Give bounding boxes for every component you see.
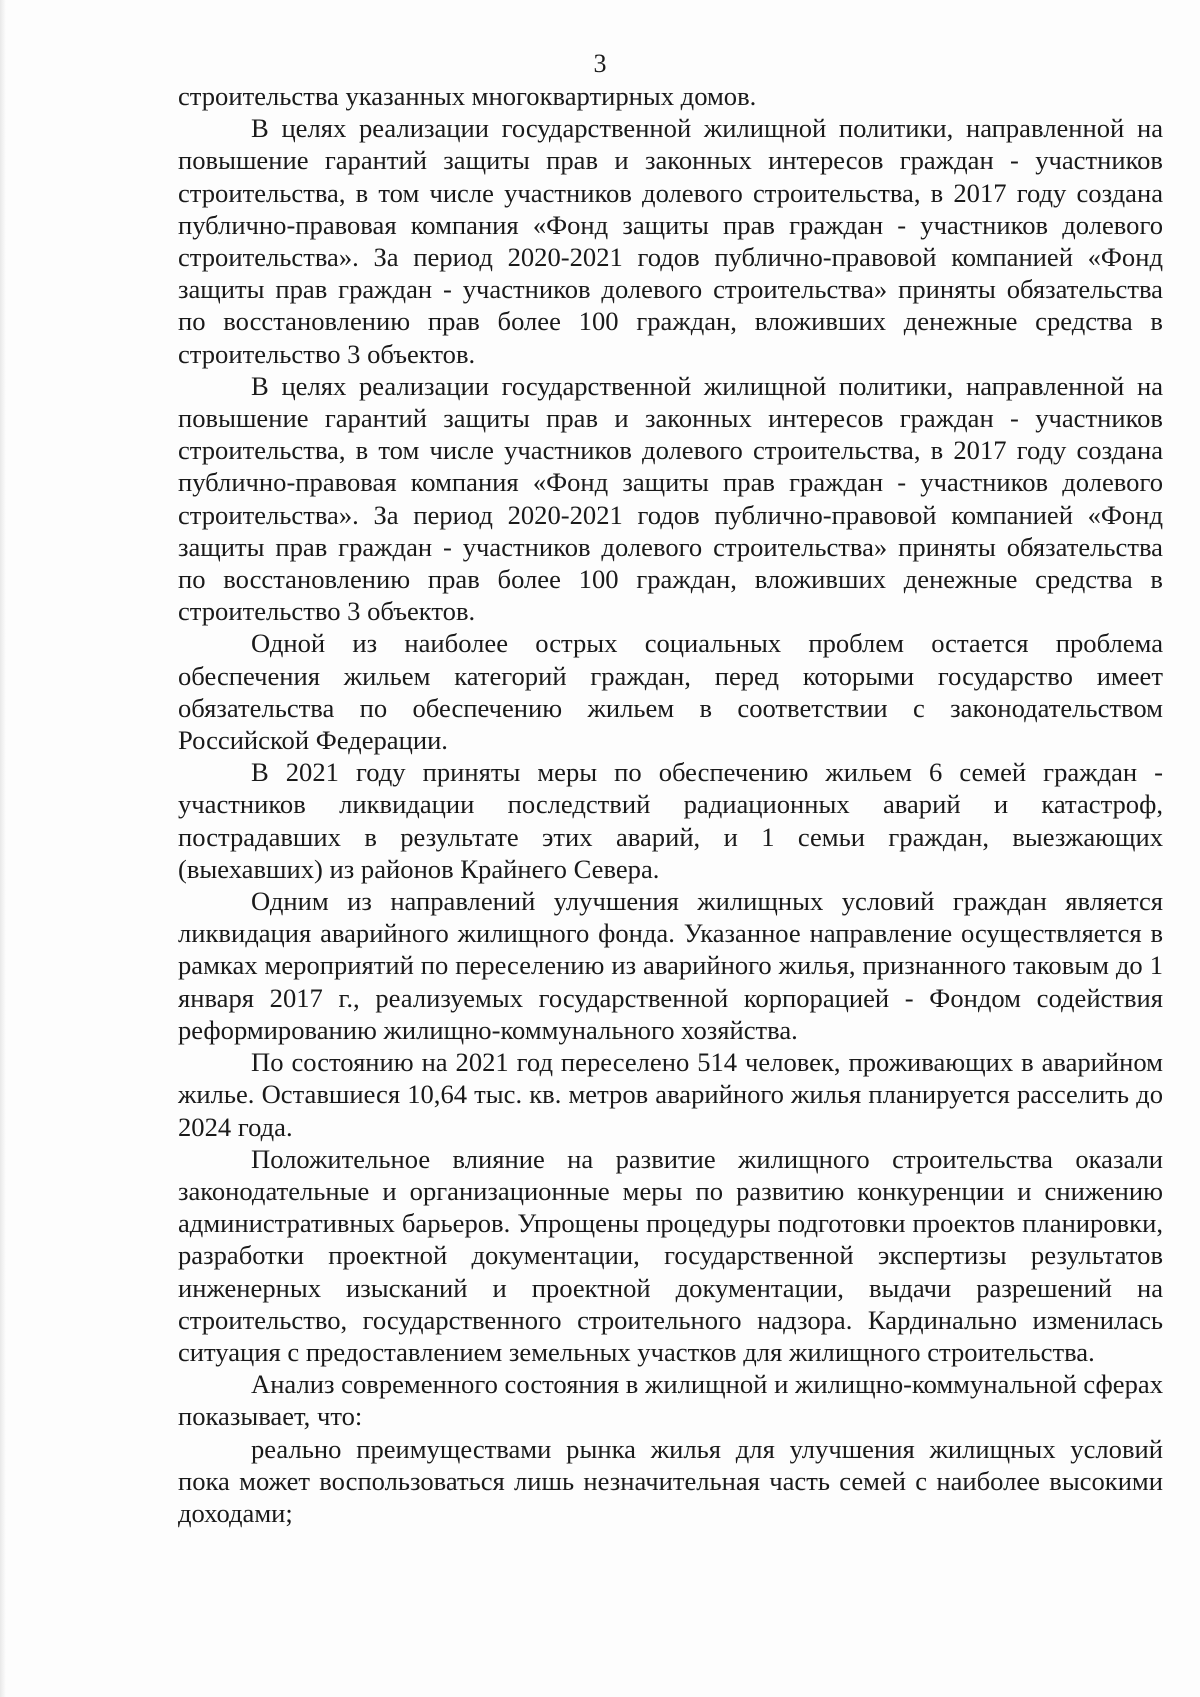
page-number: 3 (593, 49, 607, 78)
paragraph-continuation: строительства указанных многоквартирных домов. (178, 81, 757, 111)
document-body (178, 80, 1163, 1529)
paragraph-analysis: Анализ современного состояния в жилищной и жилищно-коммунальной сферах показывает, что: (178, 1369, 1163, 1432)
paragraph-positive-influence: Положительное влияние на развитие жилищного строительства оказали законодательные и организационные меры по развитию конкуренции и снижению административных барьеров. Упрощены процедуры подготовки проектов планировки, разработки проектной документации, государственной экспертизы результатов инженерных изысканий и проектной документации, выдачи разрешений на строительство, государственного строительного надзора. Кардинально изменилась ситуация с предоставлением земельных участков для жилищного строительства. (178, 1143, 1163, 1367)
paragraph-2021-measures: В 2021 году приняты меры по обеспечению жильем 6 семей граждан - участников ликвидации последствий радиационных аварий и катастроф, пострадавших в результате этих аварий, и 1 семьи граждан, выезжающих (выехавших) из районов Крайнего Севера. (178, 757, 1163, 884)
paragraph-emergency-housing: Одним из направлений улучшения жилищных условий граждан является ликвидация аварийного жилищного фонда. Указанное направление осуществляется в рамках мероприятий по переселению из аварийного жилья, признанного таковым до 1 января 2017 г., реализуемых государственной корпорацией - Фондом содействия реформированию жилищно-коммунального хозяйства. (178, 886, 1163, 1045)
paragraph-fund-protection-repeat: В целях реализации государственной жилищной политики, направленной на повышение гарантий защиты прав и законных интересов граждан - участников строительства, в том числе участников долевого строительства, в 2017 году создана публично-правовая компания «Фонд защиты прав граждан - участников долевого строительства». За период 2020-2021 годов публично-правовой компанией «Фонд защиты прав граждан - участников долевого строительства» приняты обязательства по восстановлению прав более 100 граждан, вложивших денежные средства в строительство 3 объектов. (178, 370, 1163, 627)
paragraph-housing-problem: Одной из наиболее острых социальных проблем остается проблема обеспечения жильем категорий граждан, перед которыми государство имеет обязательства по обеспечению жильем в соответствии с законодательством Российской Федерации. (178, 628, 1163, 756)
paragraph-fund-protection: В целях реализации государственной жилищной политики, направленной на повышение гарантий защиты прав и законных интересов граждан - участников строительства, в том числе участников долевого строительства, в 2017 году создана публично-правовая компания «Фонд защиты прав граждан - участников долевого строительства». За период 2020-2021 годов публично-правовой компанией «Фонд защиты прав граждан - участников долевого строительства» приняты обязательства по восстановлению прав более 100 граждан, вложивших денежные средства в строительство 3 объектов. (178, 113, 1163, 369)
paragraph-market-access: реально преимуществами рынка жилья для улучшения жилищных условий пока может воспользоваться лишь незначительная часть семей с наиболее высокими доходами; (178, 1433, 1163, 1528)
paragraph-resettlement: По состоянию на 2021 год переселено 514 человек, проживающих в аварийном жилье. Оставшиеся 10,64 тыс. кв. метров аварийного жилья планируется расселить до 2024 года. (178, 1047, 1163, 1142)
scan-edge-shadow (0, 0, 6, 1697)
